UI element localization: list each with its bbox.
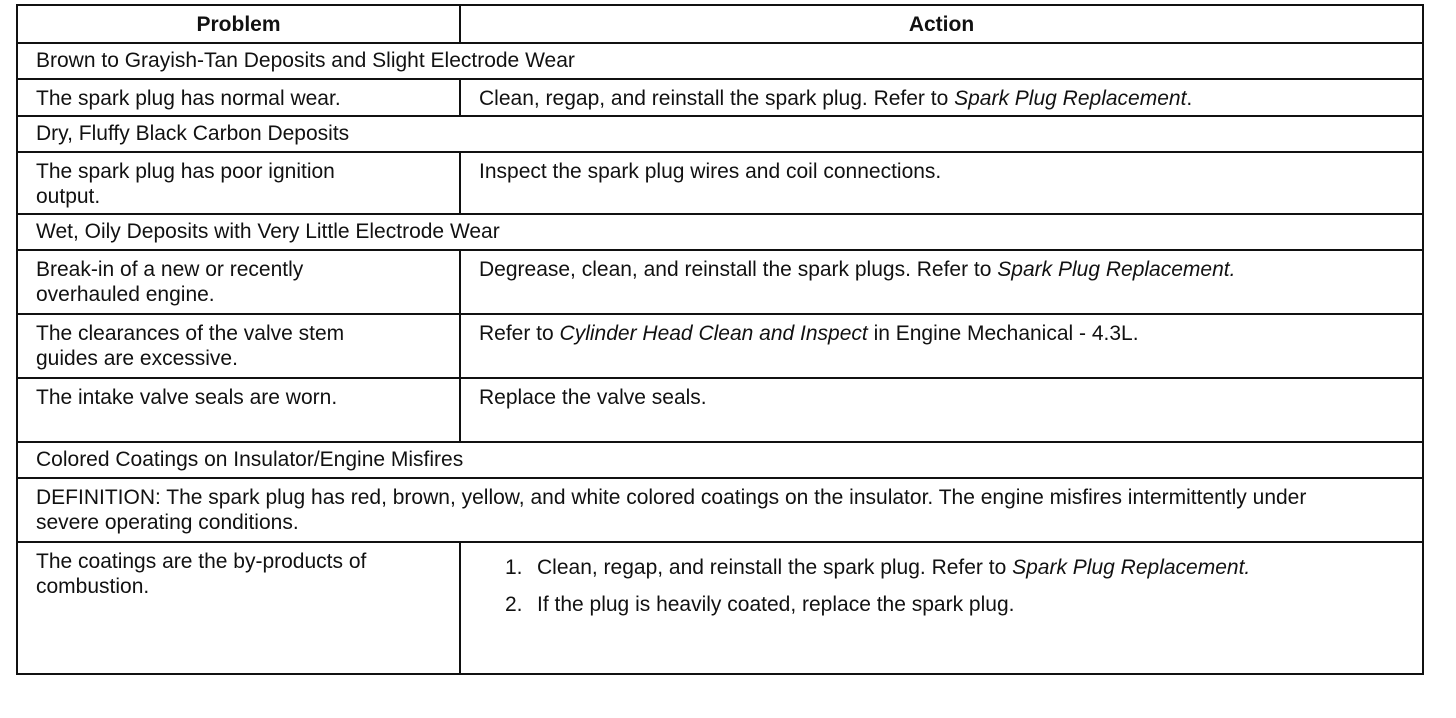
action-text-end: in Engine Mechanical - 4.3L. [867, 322, 1139, 345]
action-cell [460, 314, 1423, 378]
action-reference: Spark Plug Replacement. [997, 258, 1236, 281]
section-row [17, 116, 1423, 152]
section-title: Wet, Oily Deposits with Very Little Electrode Wear [17, 214, 1423, 250]
action-text: Refer to [479, 322, 560, 345]
action-text: Degrease, clean, and reinstall the spark plugs. Refer to [479, 258, 998, 281]
action-step [505, 555, 1404, 580]
section-title: Brown to Grayish-Tan Deposits and Slight Electrode Wear [17, 43, 1423, 79]
table-row [17, 152, 1423, 214]
action-reference: Cylinder Head Clean and Inspect [559, 322, 868, 345]
problem-cell: The intake valve seals are worn. [17, 378, 460, 442]
step-text: If the plug is heavily coated, replace the spark plug. [537, 593, 1015, 616]
problem-cell: The clearances of the valve stem guides are excessive. [17, 314, 460, 378]
definition-row [17, 478, 1423, 542]
action-text-end: . [1186, 87, 1193, 110]
section-title: Colored Coatings on Insulator/Engine Misfires [17, 442, 1423, 478]
section-title: Dry, Fluffy Black Carbon Deposits [17, 116, 1423, 152]
action-text: Replace the valve seals. [479, 386, 707, 409]
action-step [505, 592, 1404, 617]
definition-text: DEFINITION: The spark plug has red, brown, yellow, and white colored coatings on the insulator. The engine misfires intermittently under severe operating conditions. [17, 478, 1423, 542]
action-cell [460, 250, 1423, 314]
problem-column-header: Problem [17, 5, 460, 43]
problem-cell: The spark plug has poor ignition output. [17, 152, 460, 214]
step-reference: Spark Plug Replacement. [1012, 556, 1251, 579]
table-row [17, 378, 1423, 442]
action-text: Inspect the spark plug wires and coil connections. [479, 160, 942, 183]
action-text: Clean, regap, and reinstall the spark plug. Refer to [479, 87, 955, 110]
action-reference: Spark Plug Replacement [954, 87, 1187, 110]
section-row [17, 43, 1423, 79]
step-number: 1. [505, 556, 523, 579]
action-cell [460, 542, 1423, 674]
step-number: 2. [505, 593, 523, 616]
table-row [17, 542, 1423, 674]
table-row [17, 79, 1423, 116]
problem-cell: The coatings are the by-products of combustion. [17, 542, 460, 674]
section-row [17, 442, 1423, 478]
action-cell [460, 152, 1423, 214]
action-steps-list [497, 555, 1404, 617]
diagnosis-table [16, 4, 1424, 675]
problem-cell: The spark plug has normal wear. [17, 79, 460, 116]
step-text: Clean, regap, and reinstall the spark plug. Refer to [537, 556, 1013, 579]
action-cell [460, 378, 1423, 442]
table-row [17, 250, 1423, 314]
table-row [17, 314, 1423, 378]
action-column-header: Action [460, 5, 1423, 43]
problem-cell: Break-in of a new or recently overhauled engine. [17, 250, 460, 314]
header-row [17, 5, 1423, 43]
action-cell [460, 79, 1423, 116]
section-row [17, 214, 1423, 250]
